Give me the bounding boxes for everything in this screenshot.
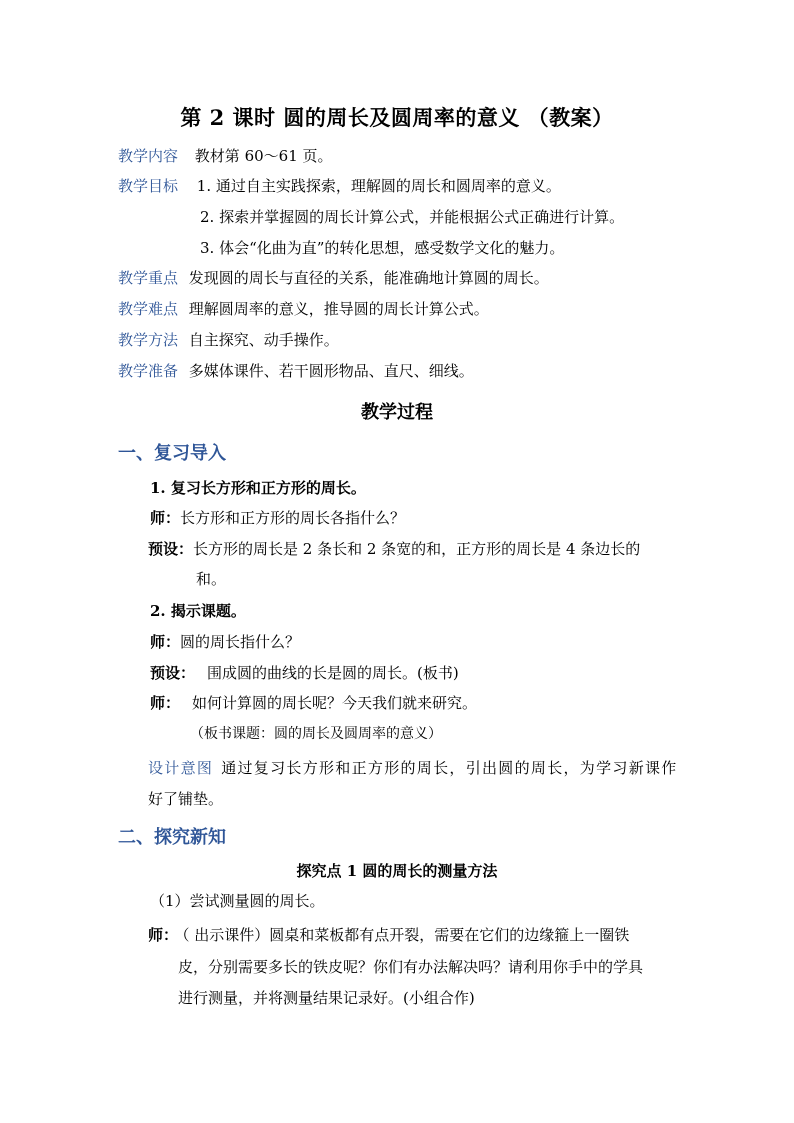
preset1-cont: 和。 xyxy=(196,570,227,588)
teacher1-text: 长方形和正方形的周长各指什么？ xyxy=(180,509,406,527)
teacher1-row xyxy=(150,508,405,528)
teacher-line1: （ 出示课件）圆桌和菜板都有点开裂，需要在它们的边缘箍上一圈铁 xyxy=(182,926,630,944)
teacher1-label: 师： xyxy=(150,509,181,527)
teacher2-row xyxy=(150,632,300,652)
page-title: 第 2 课时 圆的周长及圆周率的意义 （教案） xyxy=(180,105,614,130)
key-row xyxy=(118,268,549,288)
item1: （1）尝试测量圆的周长。 xyxy=(150,892,325,910)
teacher-row xyxy=(148,925,629,945)
prep-row xyxy=(118,361,474,381)
preset1-text: 长方形的周长是 2 条长和 2 条宽的和，正方形的周长是 4 条边长的 xyxy=(193,540,641,558)
difficulty-text: 理解圆周率的意义，推导圆的周长计算公式。 xyxy=(188,300,489,318)
key-text: 发现圆的周长与直径的关系，能准确地计算圆的周长。 xyxy=(188,269,549,287)
method-label: 教学方法 xyxy=(118,331,179,349)
teacher-line3: 进行测量，并将测量结果记录好。(小组合作) xyxy=(178,989,475,1007)
teacher2-text: 圆的周长指什么？ xyxy=(180,633,301,651)
step2: 2. 揭示课题。 xyxy=(150,602,246,620)
preset2-label: 预设： xyxy=(150,664,196,682)
teacher2-label: 师： xyxy=(150,633,181,651)
content-text: 教材第 60～61 页。 xyxy=(194,147,333,165)
process-heading: 教学过程 xyxy=(361,402,433,423)
method-row xyxy=(118,330,339,350)
goal-item-2: 2. 探索并掌握圆的周长计算公式，并能根据公式正确进行计算。 xyxy=(200,208,625,226)
goals-row xyxy=(118,176,561,196)
teacher3-label: 师： xyxy=(150,694,181,712)
section2-subheading: 探究点 1 圆的周长的测量方法 xyxy=(296,862,498,880)
goal-item-1: 1. 通过自主实践探索，理解圆的周长和圆周率的意义。 xyxy=(196,177,561,195)
method-text: 自主探究、动手操作。 xyxy=(188,331,339,349)
prep-text: 多媒体课件、若干圆形物品、直尺、细线。 xyxy=(188,362,474,380)
goal-item-3: 3. 体会“化曲为直”的转化思想，感受数学文化的魅力。 xyxy=(200,239,565,257)
preset1-row xyxy=(148,539,640,559)
section1-heading: 一、复习导入 xyxy=(118,443,226,464)
section2-heading: 二、探究新知 xyxy=(118,827,226,848)
preset2-row xyxy=(150,663,459,683)
teacher-label: 师： xyxy=(148,926,179,944)
step1: 1. 复习长方形和正方形的周长。 xyxy=(150,479,366,497)
difficulty-label: 教学难点 xyxy=(118,300,179,318)
board-note: （板书课题：圆的周长及圆周率的意义） xyxy=(190,726,442,742)
content-row xyxy=(118,146,333,166)
teacher3-text: 如何计算圆的周长呢？今天我们就来研究。 xyxy=(192,694,478,712)
difficulty-row xyxy=(118,299,489,319)
design-text: 通过复习长方形和正方形的周长，引出圆的周长，为学习新课作 xyxy=(221,759,678,777)
key-label: 教学重点 xyxy=(118,269,179,287)
teacher3-row xyxy=(150,693,477,713)
teacher-line2: 皮，分别需要多长的铁皮呢？你们有办法解决吗？请利用你手中的学具 xyxy=(178,958,644,976)
design-row xyxy=(148,758,678,778)
prep-label: 教学准备 xyxy=(118,362,179,380)
design-label: 设计意图 xyxy=(148,759,214,777)
goals-label: 教学目标 xyxy=(118,177,179,195)
content-label: 教学内容 xyxy=(118,147,179,165)
design-cont: 好了铺垫。 xyxy=(148,790,224,808)
preset2-text: 围成圆的曲线的长是圆的周长。(板书) xyxy=(207,664,459,682)
preset1-label: 预设： xyxy=(148,540,194,558)
